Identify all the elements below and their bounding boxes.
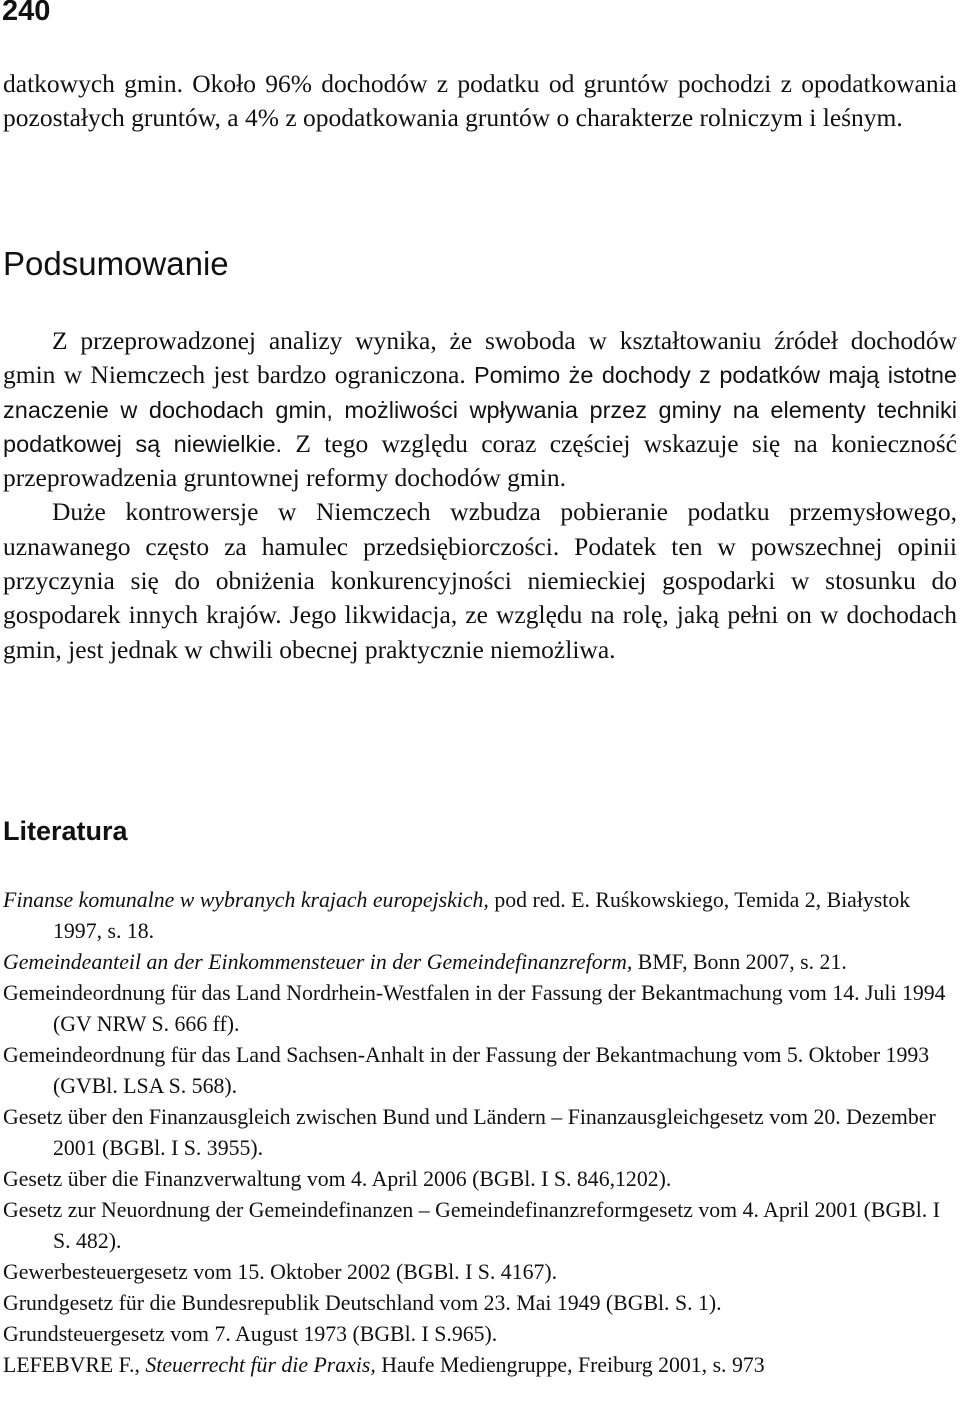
literature-entry: LEFEBVRE F., Steuerrecht für die Praxis, Haufe Mediengruppe, Freiburg 2001, s. 973: [3, 1353, 765, 1377]
literature-list: [3, 885, 957, 1381]
literature-entry: Gemeindeanteil an der Einkommensteuer in der Gemeindefinanzreform, BMF, Bonn 2007, s. 21.: [3, 950, 847, 974]
literature-entry: Gesetz über den Finanzausgleich zwischen Bund und Ländern – Finanzausgleichgesetz vom 20. Dezember 2001 (BGBl. I S. 3955).: [3, 1105, 936, 1160]
lead-paragraph: datkowych gmin. Około 96% dochodów z podatku od gruntów pochodzi z opodatkowania pozostałych gruntów, a 4% z opodatkowania gruntów o charakterze rolniczym i leśnym.: [3, 69, 957, 133]
literature-entry: Finanse komunalne w wybranych krajach europejskich, pod red. E. Ruśkowskiego, Temida 2, Białystok 1997, s. 18.: [3, 888, 911, 943]
summary-paragraph-1: [3, 324, 957, 495]
summary-text-serif-b: Z tego względu coraz częściej wskazuje się na konieczność przeprowadzenia gruntownej reformy dochodów gmin.: [3, 428, 957, 493]
literature-entry: Gesetz zur Neuordnung der Gemeindefinanzen – Gemeindefinanzreformgesetz vom 4. April 2001 (BGBl. I S. 482).: [3, 1198, 940, 1253]
page-number: 240: [2, 0, 51, 27]
summary-heading: Podsumowanie: [3, 245, 229, 282]
literature-entry: Gesetz über die Finanzverwaltung vom 4. April 2006 (BGBl. I S. 846,1202).: [3, 1167, 672, 1191]
literature-entry: Grundgesetz für die Bundesrepublik Deutschland vom 23. Mai 1949 (BGBl. S. 1).: [3, 1291, 722, 1315]
literature-entry: Grundsteuergesetz vom 7. August 1973 (BGBl. I S.965).: [3, 1322, 498, 1346]
literature-heading: Literatura: [3, 816, 128, 846]
summary-text-sans: Pomimo że dochody z podatków mają istotne znaczenie w dochodach gmin, możliwości wpływania przez gminy na elementy techniki podatkowej są niewielkie.: [3, 362, 957, 457]
summary-text-serif-a: Z przeprowadzonej analizy wynika, że swoboda w kształtowaniu źródeł dochodów gmin w Niemczech jest bardzo ograniczona.: [3, 326, 957, 390]
literature-entry: Gewerbesteuergesetz vom 15. Oktober 2002 (BGBl. I S. 4167).: [3, 1260, 558, 1284]
summary-section: [3, 324, 957, 667]
literature-entry: Gemeindeordnung für das Land Nordrhein-Westfalen in der Fassung der Bekantmachung vom 14. Juli 1994 (GV NRW S. 666 ff).: [3, 981, 946, 1036]
summary-paragraph-2: Duże kontrowersje w Niemczech wzbudza pobieranie podatku przemysłowego, uznawanego często za hamulec przedsiębiorczości. Podatek ten w powszechnej opinii przyczynia się do obniżenia konkurencyjności niemieckiej gospodarki w stosunku do gospodarek innych krajów. Jego likwidacja, ze względu na rolę, jaką pełni on w dochodach gmin, jest jednak w chwili obecnej praktycznie niemożliwa.: [3, 497, 957, 664]
literature-entry: Gemeindeordnung für das Land Sachsen-Anhalt in der Fassung der Bekantmachung vom 5. Oktober 1993 (GVBl. LSA S. 568).: [3, 1043, 930, 1098]
